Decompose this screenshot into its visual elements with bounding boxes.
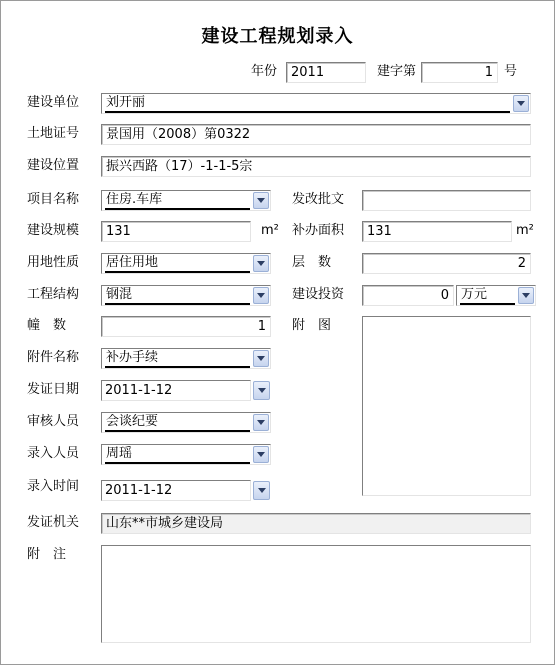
issuing-office-input[interactable]: 山东**市城乡建设局 — [101, 513, 531, 534]
buildings-label: 幢 数 — [27, 318, 67, 333]
year-input[interactable]: 2011 — [286, 62, 366, 83]
construction-unit-select[interactable] — [101, 93, 531, 114]
entry-person-dropdown-button[interactable] — [253, 446, 269, 463]
land-use-select[interactable] — [101, 253, 271, 274]
entry-person-value: 周瑶 — [105, 446, 250, 464]
chevron-down-icon — [257, 293, 265, 298]
construction-unit-value: 刘开丽 — [105, 95, 510, 113]
project-name-value: 住房.车库 — [105, 192, 250, 210]
scale-unit: m² — [261, 223, 279, 238]
extra-area-unit: m² — [516, 223, 534, 238]
number-input[interactable]: 1 — [421, 62, 498, 83]
attached-image-label: 附 图 — [292, 318, 332, 333]
attached-image-box[interactable] — [362, 316, 531, 496]
chevron-down-icon — [522, 293, 530, 298]
currency-value: 万元 — [460, 287, 515, 305]
location-label: 建设位置 — [27, 158, 80, 173]
location-input[interactable]: 振兴西路（17）-1-1-5宗 — [101, 156, 531, 177]
notes-textarea[interactable] — [101, 545, 531, 643]
page-title: 建设工程规划录入 — [201, 26, 354, 47]
land-cert-label: 土地证号 — [27, 126, 80, 141]
reviewer-select[interactable] — [101, 412, 271, 433]
attachment-name-dropdown-button[interactable] — [253, 350, 269, 367]
notes-label: 附 注 — [27, 547, 67, 562]
approval-label: 发改批文 — [292, 192, 345, 207]
chevron-down-icon — [257, 261, 265, 266]
chevron-down-icon — [517, 101, 525, 106]
investment-label: 建设投资 — [292, 287, 345, 302]
structure-select[interactable] — [101, 285, 271, 306]
entry-person-label: 录入人员 — [27, 446, 80, 461]
extra-area-label: 补办面积 — [292, 223, 345, 238]
buildings-input[interactable]: 1 — [101, 316, 271, 337]
structure-dropdown-button[interactable] — [253, 287, 269, 304]
chevron-down-icon — [257, 420, 265, 425]
project-name-select[interactable] — [101, 190, 271, 211]
reviewer-dropdown-button[interactable] — [253, 414, 269, 431]
chevron-down-icon — [257, 356, 265, 361]
currency-dropdown-button[interactable] — [518, 287, 534, 304]
attachment-name-value: 补办手续 — [105, 350, 250, 368]
chevron-down-icon — [258, 488, 266, 493]
entry-time-input[interactable]: 2011-1-12 — [101, 480, 251, 501]
land-use-dropdown-button[interactable] — [253, 255, 269, 272]
attachment-name-label: 附件名称 — [27, 350, 80, 365]
chevron-down-icon — [257, 198, 265, 203]
issue-date-input[interactable]: 2011-1-12 — [101, 380, 251, 401]
entry-person-select[interactable] — [101, 444, 271, 465]
entry-time-picker-button[interactable] — [253, 481, 270, 500]
extra-area-input[interactable]: 131 — [362, 221, 512, 242]
number-suffix: 号 — [504, 64, 518, 79]
year-label: 年份 — [251, 64, 278, 79]
construction-unit-label: 建设单位 — [27, 95, 80, 110]
construction-unit-dropdown-button[interactable] — [513, 95, 529, 112]
approval-input[interactable] — [362, 190, 531, 211]
scale-label: 建设规模 — [27, 223, 80, 238]
land-use-value: 居住用地 — [105, 255, 250, 273]
issue-date-label: 发证日期 — [27, 382, 80, 397]
structure-value: 钢混 — [105, 287, 250, 305]
chevron-down-icon — [258, 388, 266, 393]
structure-label: 工程结构 — [27, 287, 80, 302]
entry-time-label: 录入时间 — [27, 479, 80, 494]
reviewer-label: 审核人员 — [27, 414, 80, 429]
reviewer-value: 会谈纪要 — [105, 414, 250, 432]
project-name-label: 项目名称 — [27, 192, 80, 207]
investment-input[interactable]: 0 — [362, 285, 454, 306]
land-use-label: 用地性质 — [27, 255, 80, 270]
number-label: 建字第 — [377, 64, 417, 79]
currency-select[interactable] — [456, 285, 536, 306]
issuing-office-label: 发证机关 — [27, 515, 80, 530]
issue-date-picker-button[interactable] — [253, 381, 270, 400]
project-name-dropdown-button[interactable] — [253, 192, 269, 209]
land-cert-input[interactable]: 景国用（2008）第0322 — [101, 124, 531, 145]
chevron-down-icon — [257, 452, 265, 457]
attachment-name-select[interactable] — [101, 348, 271, 369]
floors-input[interactable]: 2 — [362, 253, 531, 274]
scale-input[interactable]: 131 — [101, 221, 251, 242]
floors-label: 层 数 — [292, 255, 332, 270]
